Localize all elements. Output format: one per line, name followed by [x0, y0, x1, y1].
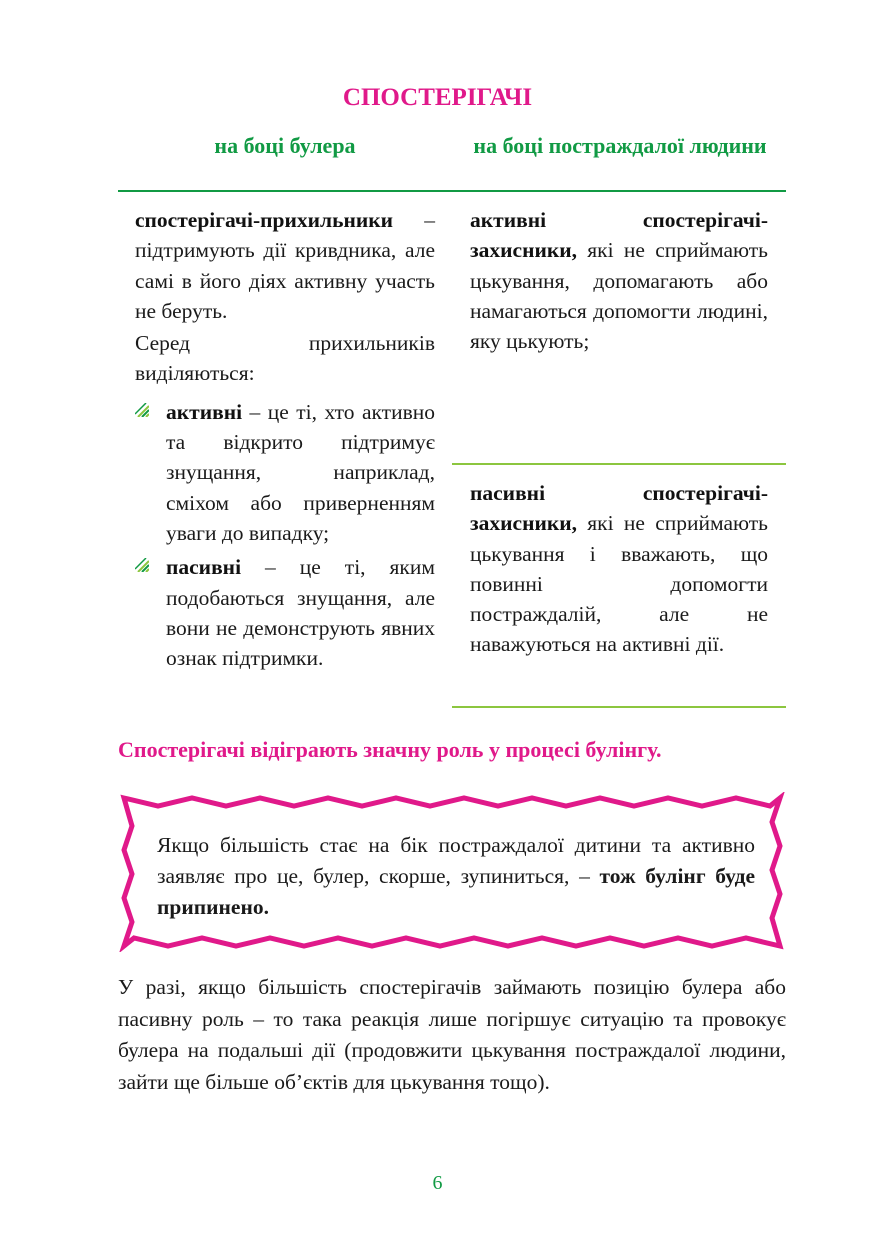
callout-main: Якщо більшість стає на бік постраждалої дитини та активно заявляє про це, булер, скорше, зупиниться, – [157, 833, 755, 888]
supporters-term: спостерігачі-прихильники [135, 208, 394, 232]
page-number: 6 [432, 1172, 443, 1194]
active-defenders-term: активні спостерігачі-захисники, [470, 208, 768, 263]
supporters-list [135, 397, 435, 674]
callout-text [157, 830, 755, 923]
column-header-bully-side: на боці булера [214, 133, 356, 158]
active-description: – це ті, хто активно та відкрито підтримує знущання, наприклад, сміхом або приверненням уваги до випадку; [166, 399, 435, 545]
passive-defenders-description: які не сприймають цькування і вважають, що повинні допомогти постраждалій, але не наважуються на активні дії. [470, 511, 768, 657]
list-item [135, 397, 435, 548]
passive-defenders-cell [470, 478, 768, 660]
callout-conclusion: тож булінг буде припинено. [157, 864, 755, 919]
page-title: СПОСТЕРІГАЧІ [342, 84, 533, 111]
passive-defenders-term: пасивні спостерігачі-захисники, [470, 481, 768, 536]
supporters-description: – підтримують дії кривдника, але самі в його діях активну участь не беруть. [135, 208, 435, 323]
highlight-statement: Спостерігачі відіграють значну роль у процесі булінгу. [118, 737, 662, 762]
hatched-triangle-icon [135, 558, 149, 572]
list-item [135, 552, 435, 673]
passive-term: пасивні [166, 555, 242, 580]
hatched-triangle-icon [135, 403, 149, 417]
left-column-content [135, 205, 435, 677]
passive-description: – це ті, яким подобаються знущання, але вони не демонструють явних ознак підтримки. [166, 555, 435, 671]
header-divider [118, 190, 452, 192]
supporters-definition [135, 205, 435, 326]
active-defenders-cell [470, 205, 768, 356]
supporters-subintro: Серед прихильників виділяються: [135, 331, 435, 386]
active-defenders-description: які не сприймають цькування, допомагають або намагаються допомогти людині, яку цькують; [470, 238, 768, 354]
table-bottom-divider [452, 706, 786, 708]
column-header-victim-side: на боці постраждалої людини [473, 133, 767, 158]
body-paragraph: У разі, якщо більшість спостерігачів займають позицію булера або пасивну роль – то така реакція лише погіршує ситуацію та провокує булера на подальші дії (продовжити цькування постраждалої людини, зайти ще більше об’єктів для цькування тощо). [118, 975, 786, 1094]
passive-defenders-text [470, 478, 768, 660]
active-term: активні [166, 399, 243, 424]
active-defenders-text [470, 205, 768, 356]
header-divider-right [452, 190, 786, 192]
cell-divider [452, 463, 786, 465]
